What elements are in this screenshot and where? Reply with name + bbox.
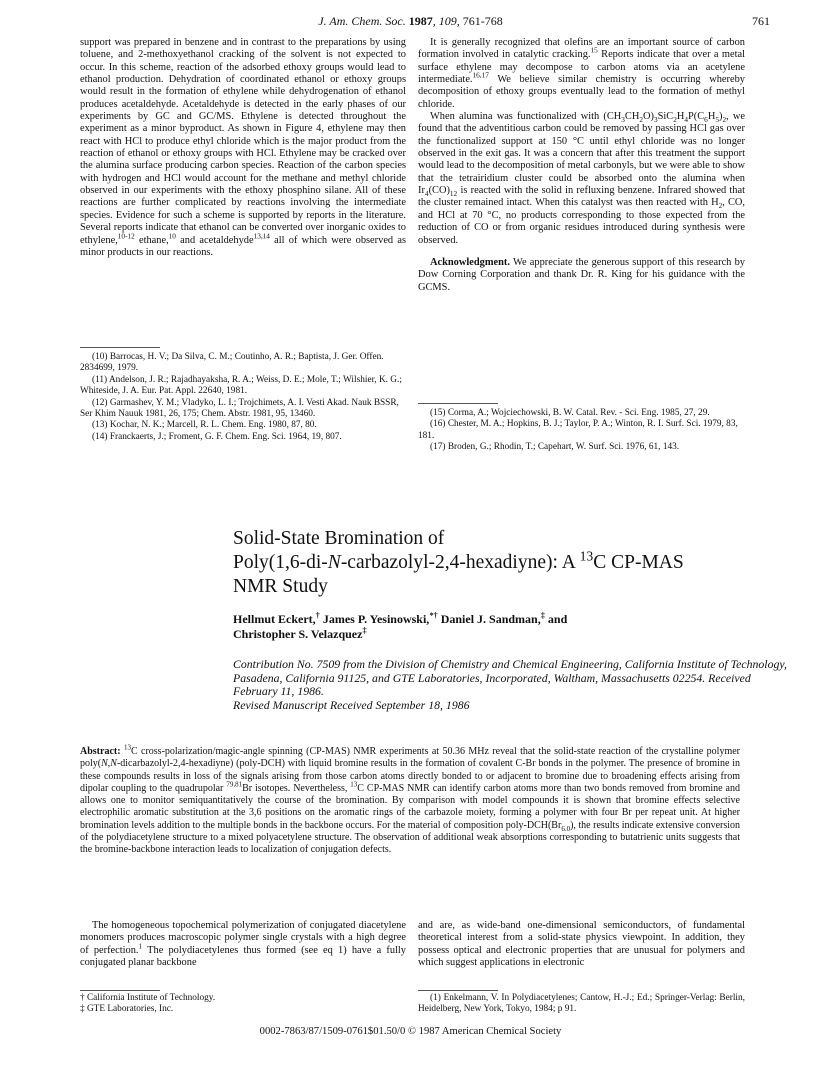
author-list: Hellmut Eckert,† James P. Yesinowski,*† Daniel J. Sandman,‡ and Christopher S. Velazquez‡ (233, 611, 568, 641)
body-right: and are, as wide-band one-dimensional semiconductors, of fundamental theoretical interest from a solid-state physics viewpoint. In addition, they possess optical and electronic properties that are unusual for polymers and which suggest applications in electronic (418, 920, 745, 969)
journal-pages: 761-768 (462, 14, 503, 28)
left-refs-rule (80, 347, 160, 348)
right-refs-rule (418, 403, 498, 404)
affiliation-footnotes: † California Institute of Technology. ‡ GTE Laboratories, Inc. (80, 993, 216, 1015)
journal-year: 1987 (408, 14, 433, 28)
copyright-line: 0002-7863/87/1509-0761$01.50/0 © 1987 American Chemical Society (259, 1026, 562, 1037)
abstract: Abstract: $^{13}$C cross-polarization/magic-angle spinning (CP-MAS) NMR experiments at 50.36 MHz reveal that the solid-state reaction of the crystalline polymer poly(N,N-dicarbazolyl-2,4-hexadiyne) (poly-DCH) with liquid bromine results in the formation of covalent C-Br bonds in the polymer. The presence of bromine in these compounds results in loss of the signals arising from those carbon atoms directly bonded to or adjacent to bromine due to broadening effects arising from dipolar coupling to the quadrupolar $^{79,81}$Br isotopes. Nevertheless, $^{13}$C CP-MAS NMR can identify carbon atoms more than two bonds removed from bromine and allows one to monitor semiquantitatively the course of the bromination. By comparison with model compounds it is shown that bromine effects selective electrophilic aromatic substitution at the 3,6 positions on the aromatic rings of the carbazole moiety, forming a polymer with four Br per repeat unit. At higher bromination levels addition to the multiple bonds in the backbone occurs. For the material of composition poly-$DCH(Br_{6.0})$, the results indicate extensive conversion of the polydiacetylene structure to a mixed polyacetylene structure. The observation of additional weak absorptions corresponding to butatrienic units suggests that the bromine-backbone interaction leads to localization of conjugation defects. (80, 743, 741, 856)
right-column-text (418, 37, 745, 294)
reference-17: (17) Broden, G.; Rhodin, T.; Capehart, W. Surf. Sci. 1976, 61, 143. (430, 442, 680, 453)
acknowledgment: Acknowledgment. We appreciate the generous support of this research by Dow Corning Corporation and thank Dr. R. King for his guidance with the GCMS. (418, 256, 745, 293)
reference-16: (16) Chester, M. A.; Hopkins, B. J.; Taylor, P. A.; Winton, R. I. Surf. Sci. 1979, 83, 181. (418, 419, 738, 441)
body-left: The homogeneous topochemical polymerization of conjugated diacetylene monomers produces macroscopic polymer single crystals with a high degree of perfection.$^1$ The polydiacetylenes thus formed (see eq 1) have a fully conjugated planar backbone (80, 920, 407, 969)
revised-date: Revised Manuscript Received September 18, 1986 (233, 697, 470, 712)
journal-volume: 109 (438, 14, 457, 28)
page-number: 761 (752, 14, 770, 28)
reference-14: (14) Franckaerts, J.; Froment, G. F. Chem. Eng. Sci. 1964, 19, 807. (92, 431, 342, 442)
running-header: J. Am. Chem. Soc. 1987, 109, 761-768 (318, 14, 503, 28)
author-sandman: Daniel J. Sandman, (440, 612, 541, 626)
right-paragraph-2: When alumina was functionalized with $(CH_3CH_2O)_3SiC_2H_4P(C_6H_5)_2$, we found that the adventitious carbon could be removed by passing HCl gas over the functionalized support at 150 °C until ethyl chloride was no longer observed in the exit gas. It was a concern that after this treatment the support would lead to the decomposition of metal carbonyls, but we were able to show that the tetrairidium cluster could be absorbed onto the alumina when $Ir_4(CO)_{12}$ is reacted with the solid in refluxing benzene. Infrared showed that the cluster remained intact. When this catalyst was then reacted with $H_2$, CO, and HCl at 70 °C, no products corresponding to those expected from the reduction of CO or from organic residues introduced during synthesis were observed. (418, 111, 745, 246)
article-title: Solid-State Bromination of Poly(1,6-di-N-carbazolyl-2,4-hexadiyne): A $^{13}$C CP-MAS NMR Study (233, 528, 684, 597)
left-references (80, 352, 406, 443)
abstract-label: Abstract: (80, 746, 121, 757)
right-paragraph-1: It is generally recognized that olefins are an important source of carbon formation involved in catalytic cracking.$^{15}$ Reports indicate that over a metal surface ethylene may decompose to carbon atoms via an acetylene intermediate.$^{16,17}$ We believe similar chemistry is occurring whereby decomposition of ethoxy groups eventually lead to the formation of methyl chloride. (418, 37, 745, 110)
left-column-text (80, 37, 406, 259)
author-velazquez: Christopher S. Velazquez (233, 627, 363, 641)
reference-12: (12) Garmashev, Y. M.; Vladyko, L. I.; Trojchimets, A. I. Vesti Akad. Nauk BSSR, Ser Khim Nauuk 1981, 26, 175; Chem. Abstr. 1981, 95, 13460. (80, 397, 399, 420)
journal-name: J. Am. Chem. Soc. (318, 14, 406, 28)
footnote-rule-left (80, 990, 160, 991)
author-yesinowski: James P. Yesinowski, (322, 612, 430, 626)
author-eckert: Hellmut Eckert, (233, 612, 316, 626)
reference-1: (1) Enkelmann, V. In Polydiacetylenes; Cantow, H.-J.; Ed.; Springer-Verlag: Berlin, Heidelberg, New York, Tokyo, 1984; p 91. (418, 993, 745, 1015)
reference-13: (13) Kochar, N. K.; Marcell, R. L. Chem. Eng. 1980, 87, 80. (92, 420, 317, 431)
affiliation: Contribution No. 7509 from the Division of Chemistry and Chemical Engineering, California Institute of Technology, Pasadena, California 91125, and GTE Laboratories, Incorporated, Waltham, Massachusetts 02254. Received February 11, 1986. Revised Manuscript Received September 18, 1986 (233, 658, 793, 712)
reference-10: (10) Barrocas, H. V.; Da Silva, C. M.; Coutinho, A. R.; Baptista, J. Ger. Offen. 2834699, 1979. (80, 352, 384, 374)
reference-15: (15) Corma, A.; Wojciechowski, B. W. Catal. Rev. - Sci. Eng. 1985, 27, 29. (430, 408, 710, 418)
left-paragraph: support was prepared in benzene and in contrast to the preparations by using toluene, and 2-methoxyethanol cracking of the solvent is not expected to occur. In this scheme, reaction of the adsorbed ethoxy groups would lead to ethanol production. Dehydration of coordinated ethanol or ethoxy groups would result in the formation of ethylene while dehydrogenation of ethanol produces acetaldehyde. Acetaldehyde is detected in the early phases of our experiments by GC and GC/MS. Ethylene is detected throughout the experiment as a minor byproduct. As shown in Figure 4, ethylene may then react with HCl to produce ethyl chloride which is the major product from the reaction of ethanol or ethoxy groups with HCl. Ethylene may be cracked over the alumina surface producing carbon species. Reaction of the carbon species with hydrogen and HCl would account for the methane and methyl chloride observed in our experiments with the ethoxy phosphino silane. All of these reactions are further complicated by reactions involving the intermediate species. Evidence for such a scheme is supported by reports in the literature. Several reports indicate that ethanol can be converted over inorganic oxides to ethylene,$^{10-12}$ ethane,$^{10}$ and acetaldehyde$^{13,14}$ all of which were observed as minor products in our reactions. (80, 37, 406, 258)
right-references (418, 408, 745, 454)
reference-11: (11) Andelson, J. R.; Rajadhayaksha, R. A.; Weiss, D. E.; Mole, T.; Wilshier, K. G.; Whiteside, J. A. Eur. Pat. Appl. 22640, 1981. (80, 374, 402, 397)
footnote-rule-right (418, 990, 498, 991)
